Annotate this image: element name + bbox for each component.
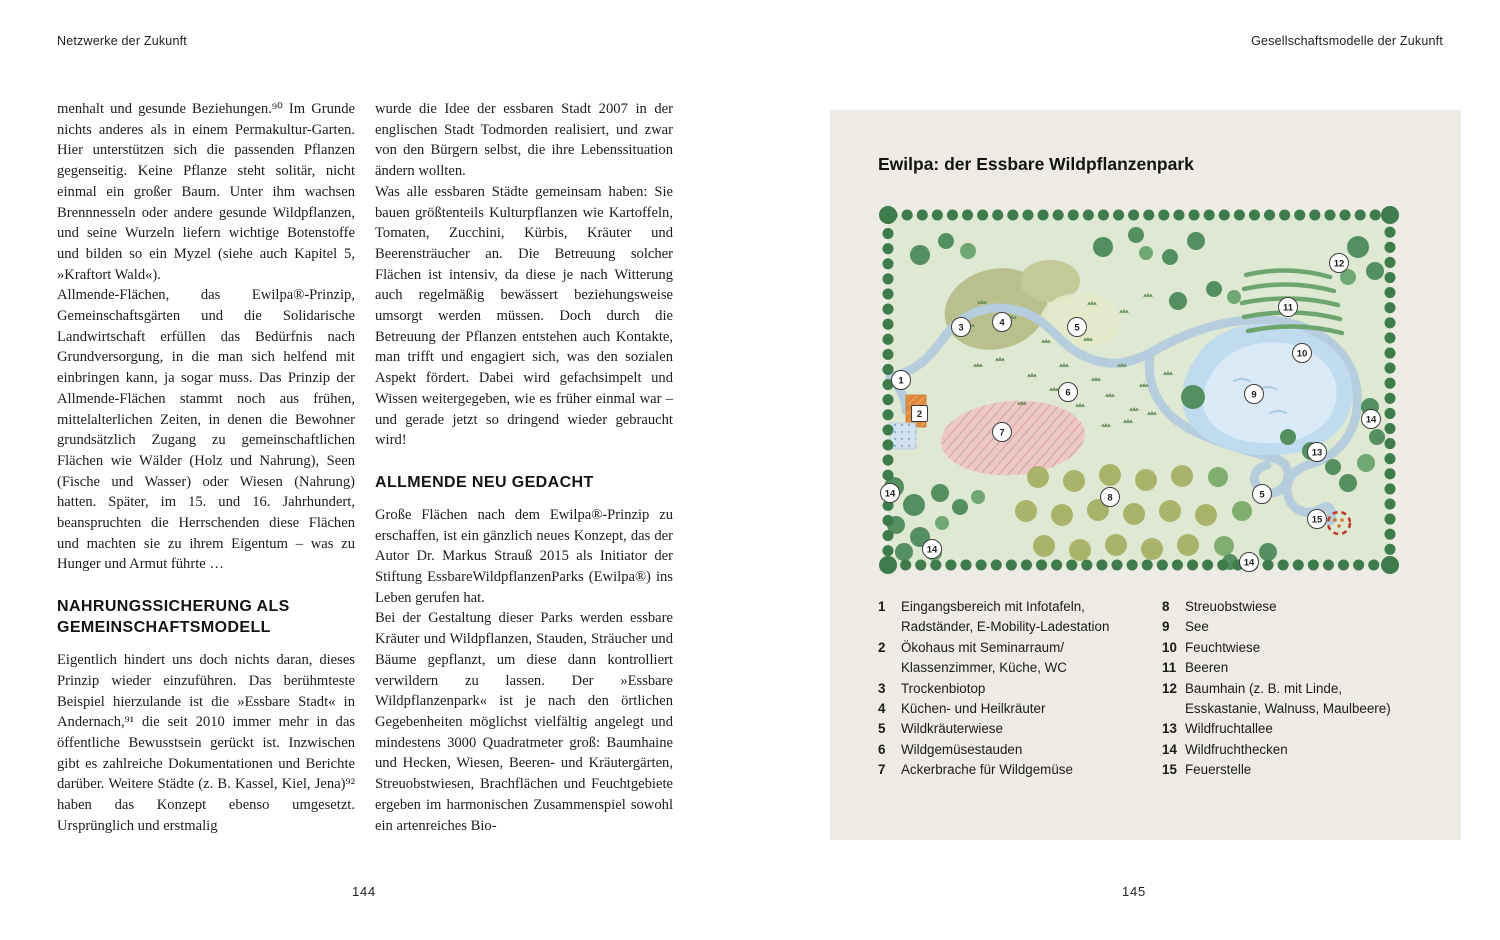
map-marker-7 [993, 423, 1012, 442]
legend-label: Wildgemüsestauden [901, 741, 1023, 757]
legend-item [1162, 658, 1418, 678]
legend-item [1162, 719, 1418, 739]
body-paragraph: Eigentlich hindert uns doch nichts daran, dieses Prinzip wieder einzuführen. Das berühmteste Beispiel hierzulande ist die »Essbare Stadt« in Andernach,⁹¹ die seit 2010 immer mehr in das öffentliche Bewusstsein gerückt ist. Inzwischen gibt es zahlreiche Dokumentationen und Berichte darüber. Weitere Städte (z. B. Kassel, Kiel, Jena)⁹² haben das Konzept ebenso umgesetzt. Ursprünglich und erstmalig [57, 652, 355, 834]
text-column-2 [375, 99, 673, 837]
legend-number: 9 [1162, 619, 1170, 635]
legend-item [1162, 597, 1418, 617]
map-marker-14b [881, 484, 900, 503]
legend-item [878, 597, 1134, 638]
body-paragraph: Große Flächen nach dem Ewilpa®-Prinzip zu erschaffen, ist ein gänzlich neues Konzept, das der Autor Dr. Markus Strauß 2015 als Initiator der Stiftung EssbareWildpflanzenParks (Ewilpa®) ins Leben gerufen hat. [375, 506, 673, 606]
legend-label: Eingangsbereich mit Infotafeln, Radständer, E-Mobility-Ladestation [901, 599, 1110, 635]
map-marker-8 [1101, 488, 1120, 507]
legend-item [1162, 617, 1418, 637]
map-marker-10 [1293, 344, 1312, 363]
map-marker-14c [923, 540, 942, 559]
legend-item [878, 679, 1134, 699]
legend-item [878, 638, 1134, 679]
section-heading: NAHRUNGSSICHERUNG ALS GEMEINSCHAFTSMODELL [57, 598, 290, 637]
legend-column-2 [1162, 597, 1418, 781]
svg-text:11: 11 [1282, 302, 1294, 314]
legend-label: See [1185, 619, 1209, 635]
legend-item [878, 699, 1134, 719]
legend-item [878, 760, 1134, 780]
body-paragraph: wurde die Idee der essbaren Stadt 2007 in der englischen Stadt Todmorden realisiert, und zwar von den Bürgern selbst, die ihre Lebenssituation ändern wollten. [375, 101, 673, 180]
map-legend [878, 597, 1418, 781]
legend-number: 4 [878, 701, 886, 717]
map-marker-5a [1068, 318, 1087, 337]
legend-number: 15 [1162, 762, 1177, 778]
svg-text:14: 14 [926, 544, 938, 556]
legend-item [1162, 760, 1418, 780]
legend-number: 6 [878, 741, 886, 757]
map-marker-11 [1279, 298, 1298, 317]
legend-label: Feuerstelle [1185, 762, 1252, 778]
svg-text:8: 8 [1107, 492, 1113, 504]
svg-text:10: 10 [1296, 348, 1308, 360]
legend-label: Trockenbiotop [901, 680, 986, 696]
svg-text:14: 14 [1243, 557, 1255, 569]
map-marker-13 [1308, 443, 1327, 462]
svg-text:14: 14 [1365, 414, 1377, 426]
svg-text:14: 14 [884, 488, 896, 500]
legend-number: 14 [1162, 741, 1177, 757]
svg-text:1: 1 [898, 375, 904, 387]
map-marker-14a [1362, 410, 1381, 429]
running-header-right: Gesellschaftsmodelle der Zukunft [1251, 34, 1443, 48]
svg-text:6: 6 [1065, 387, 1071, 399]
infographic-panel [830, 110, 1461, 840]
legend-label: Streuobstwiese [1185, 599, 1277, 614]
legend-label: Beeren [1185, 660, 1229, 676]
body-paragraph: menhalt und gesunde Beziehungen.⁹⁰ Im Grunde nichts anderes als in einem Permakultur-Garten. Hier unterstützen sich die passenden Pflanzen gegenseitig. Keine Pflanze steht solitär, nicht einmal ein großer Baum. Unter ihm wachsen Brennnesseln oder andere gesunde Wildpflanzen, und seine Wurzeln liefern wichtige Botenstoffe und bilden so ein Myzel (siehe auch Kapitel 5, »Kraftort Wald«). [57, 101, 355, 283]
legend-item [1162, 740, 1418, 760]
map-marker-3 [952, 318, 971, 337]
legend-number: 10 [1162, 639, 1177, 655]
legend-column-1 [878, 597, 1134, 781]
panel-title: Ewilpa: der Essbare Wildpflanzenpark [878, 154, 1194, 174]
legend-number: 11 [1162, 660, 1177, 676]
svg-text:4: 4 [999, 317, 1005, 329]
page-number-right: 145 [1122, 884, 1147, 899]
legend-number: 7 [878, 762, 886, 778]
legend-number: 5 [878, 721, 886, 737]
svg-text:12: 12 [1333, 258, 1345, 270]
legend-number: 12 [1162, 680, 1177, 696]
body-paragraph: Allmende-Flächen, das Ewilpa®-Prinzip, Gemeinschaftsgärten und die Solidarische Landwirtschaft erfüllen das Bedürfnis nach Grundversorgung, in die man sich helfend mit einbringen kann, ja sogar muss. Das Prinzip der Allmende-Flächen stammt noch aus frühen, mittelalterlichen Zeiten, in denen die Bewohner grundsätzlich Zugang zu gemeinschaftlichen Flächen wie Wälder (Holz und Nahrung), Seen (Fische und Wasser) oder Wiesen (Nahrung) hatten. Später, im 15. und 16. Jahrhundert, beanspruchten die Herrschenden diese Flächen und machten sie zu ihrem Eigentum – was zu Hunger und Armut führte … [57, 287, 355, 573]
map-marker-15 [1308, 510, 1327, 529]
running-header-left: Netzwerke der Zukunft [57, 34, 187, 48]
legend-number: 13 [1162, 721, 1177, 737]
legend-label: Wildkräuterwiese [901, 721, 1003, 737]
legend-number: 3 [878, 680, 886, 696]
map-marker-6 [1059, 383, 1078, 402]
svg-text:2: 2 [916, 409, 923, 420]
left-page-body [57, 99, 673, 837]
svg-text:13: 13 [1311, 447, 1323, 459]
text-column-1 [57, 99, 355, 837]
map-marker-5b [1253, 485, 1272, 504]
svg-text:15: 15 [1311, 514, 1323, 526]
svg-text:7: 7 [999, 427, 1005, 439]
legend-label: Wildfruchtallee [1185, 721, 1273, 737]
legend-label: Ökohaus mit Seminarraum/ Klassenzimmer, Küche, WC [901, 639, 1067, 676]
svg-text:3: 3 [958, 322, 964, 334]
legend-label: Wildfruchthecken [1185, 741, 1288, 757]
legend-label: Baumhain (z. B. mit Linde, Esskastanie, Walnuss, Maulbeere) [1185, 680, 1391, 717]
legend-label: Ackerbrache für Wildgemüse [901, 762, 1073, 778]
map-marker-9 [1245, 385, 1264, 404]
section-heading: ALLMENDE NEU GEDACHT [375, 473, 594, 491]
legend-item [1162, 638, 1418, 658]
map-marker-1 [892, 371, 911, 390]
map-marker-12 [1330, 254, 1349, 273]
legend-number: 8 [1162, 599, 1170, 614]
map-marker-4 [993, 313, 1012, 332]
legend-number: 2 [878, 639, 886, 655]
map-marker-2 [912, 406, 928, 422]
svg-text:9: 9 [1251, 389, 1257, 401]
legend-number: 1 [878, 599, 886, 614]
body-paragraph: Was alle essbaren Städte gemeinsam haben: Sie bauen größtenteils Kulturpflanzen wie Kartoffeln, Tomaten, Zucchini, Kürbis, Kräuter und Beerensträucher an. Die Betreuung solcher Flächen ist intensiv, da diese je nach Witterung auch regelmäßig bewässert beziehungsweise umsorgt werden müssen. Doch durch die Betreuung der Pflanzen entstehen auch Kontakte, man trifft und engagiert sich, was den sozialen Aspekt fördert. Dabei wird gefachsimpelt und Wissen weitergegeben, wie es früher einmal war – und gerade jetzt so dringend wieder gebraucht wird! [375, 183, 673, 449]
bike-stand-area [890, 423, 916, 449]
park-map-illustration [878, 205, 1400, 575]
legend-item [878, 719, 1134, 739]
legend-label: Küchen- und Heilkräuter [901, 701, 1046, 717]
svg-text:5: 5 [1074, 322, 1080, 334]
legend-item [878, 740, 1134, 760]
legend-label: Feuchtwiese [1185, 639, 1261, 655]
page-number-left: 144 [352, 884, 377, 899]
map-marker-14d [1240, 553, 1259, 572]
svg-text:5: 5 [1259, 489, 1265, 501]
body-paragraph: Bei der Gestaltung dieser Parks werden essbare Kräuter und Wildpflanzen, Stauden, Sträucher und Bäume gepflanzt, um diese dann kontrolliert verwildern zu lassen. Der »Essbare Wildpflanzenpark« ist je nach den örtlichen Gegebenheiten möglichst vielfältig angelegt und mindestens 3000 Quadratmeter groß: Baumhaine und Hecken, Wiesen, Beeren- und Kräutergärten, Streuobstwiesen, Brachflächen und Feuchtgebiete ergeben im harmonischen Zusammenspiel sowohl ein artenreiches Bio- [375, 610, 673, 834]
legend-item [1162, 679, 1418, 720]
